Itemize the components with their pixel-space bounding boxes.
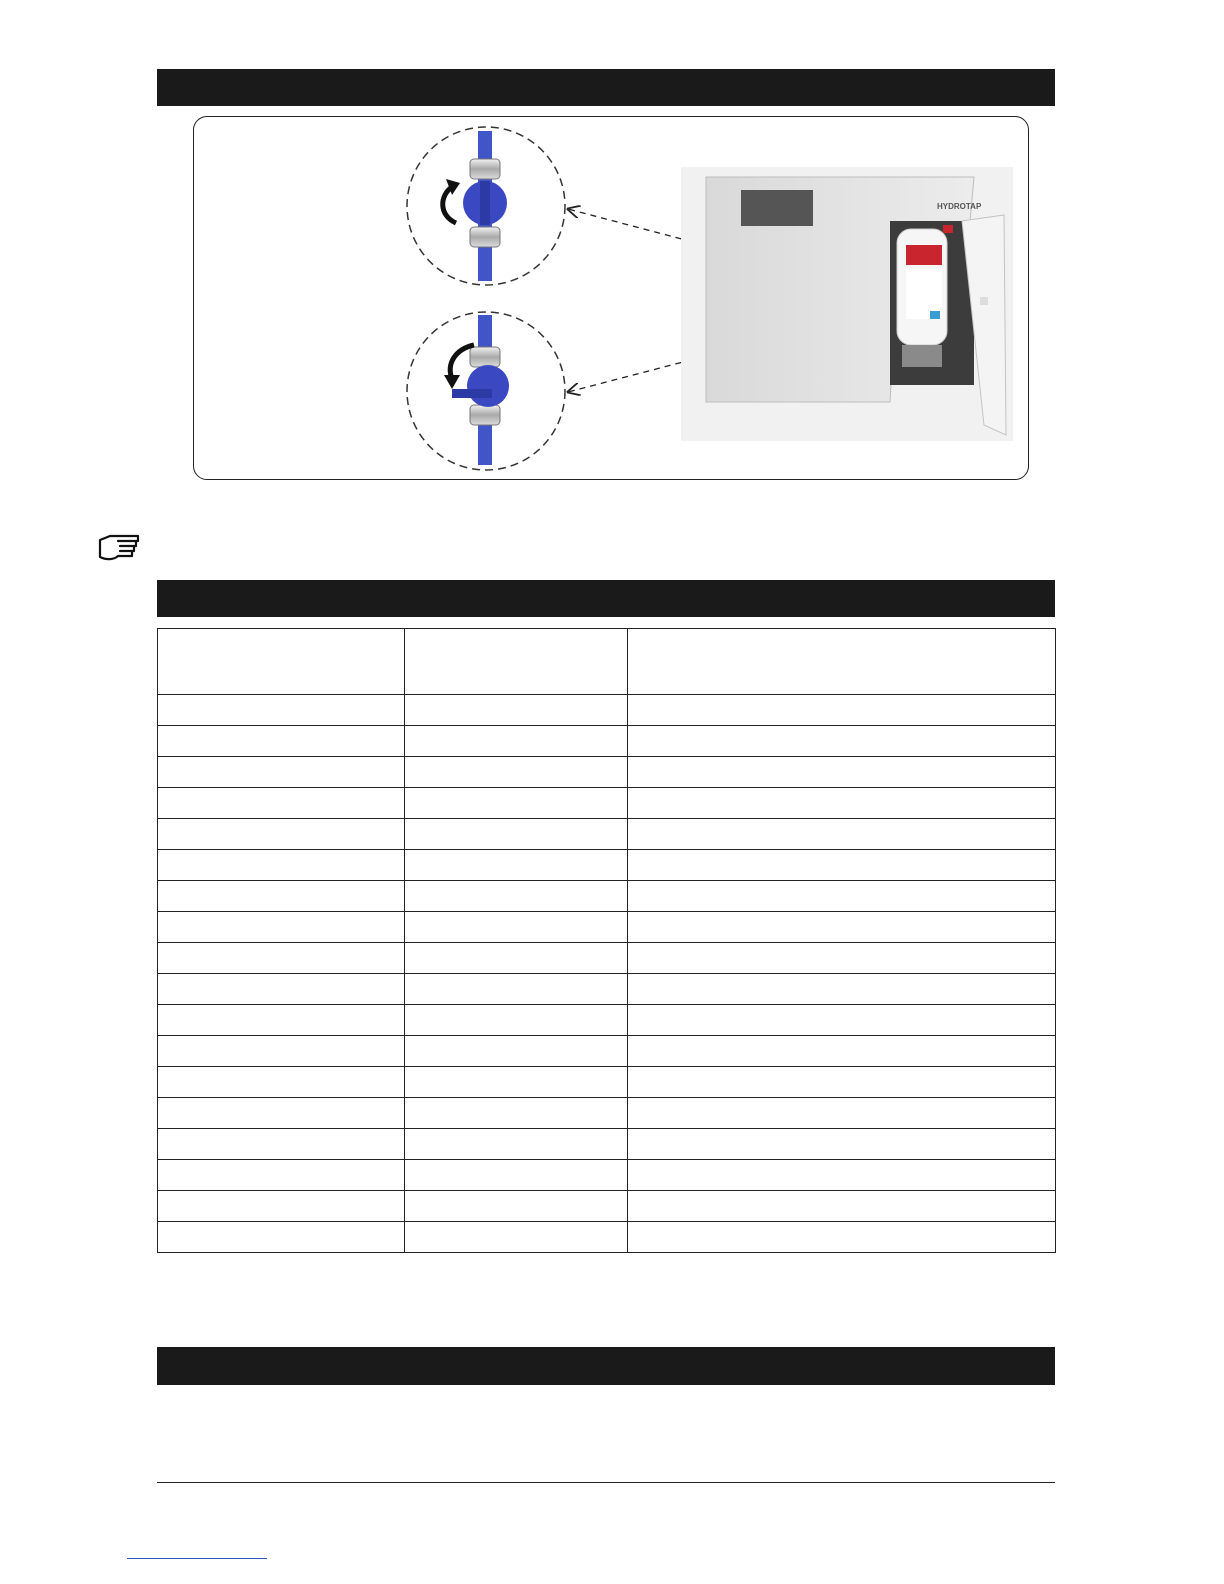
table-cell xyxy=(628,1129,1056,1160)
table-cell xyxy=(405,912,628,943)
table-cell xyxy=(405,1191,628,1222)
section-header-bar xyxy=(157,1347,1055,1385)
table-cell xyxy=(158,1129,405,1160)
table-header-row xyxy=(158,629,1056,695)
table-row xyxy=(158,974,1056,1005)
table-cell xyxy=(405,974,628,1005)
table-cell xyxy=(628,1036,1056,1067)
pointing-hand-icon xyxy=(96,530,144,566)
table-row xyxy=(158,726,1056,757)
table-cell xyxy=(628,1067,1056,1098)
table-cell xyxy=(158,1098,405,1129)
table-row xyxy=(158,1160,1056,1191)
spec-table xyxy=(157,628,1056,1253)
table-header-cell xyxy=(405,629,628,695)
table-cell xyxy=(405,757,628,788)
table-cell xyxy=(405,788,628,819)
table-row xyxy=(158,788,1056,819)
table-cell xyxy=(158,1191,405,1222)
table-cell xyxy=(628,695,1056,726)
table-row xyxy=(158,1191,1056,1222)
table-cell xyxy=(628,819,1056,850)
table-cell xyxy=(405,819,628,850)
table-cell xyxy=(405,1067,628,1098)
table-cell xyxy=(628,757,1056,788)
table-cell xyxy=(628,1005,1056,1036)
table-cell xyxy=(628,1160,1056,1191)
table-header-cell xyxy=(158,629,405,695)
table-cell xyxy=(405,726,628,757)
table-cell xyxy=(158,788,405,819)
product-brand-label: HYDROTAP xyxy=(937,202,982,211)
table-cell xyxy=(158,1036,405,1067)
table-cell xyxy=(405,1098,628,1129)
table-cell xyxy=(158,695,405,726)
table-cell xyxy=(405,1160,628,1191)
table-cell xyxy=(158,974,405,1005)
table-cell xyxy=(405,881,628,912)
table-cell xyxy=(158,912,405,943)
table-cell xyxy=(158,1005,405,1036)
table-cell xyxy=(158,1222,405,1253)
valve-figure-frame xyxy=(193,116,1029,480)
table-row xyxy=(158,1098,1056,1129)
table-cell xyxy=(628,974,1056,1005)
table-cell xyxy=(158,850,405,881)
table-row xyxy=(158,1005,1056,1036)
table-row xyxy=(158,695,1056,726)
table-cell xyxy=(405,1036,628,1067)
valve-open-detail xyxy=(407,127,565,285)
table-row xyxy=(158,757,1056,788)
table-cell xyxy=(628,1098,1056,1129)
table-row xyxy=(158,1222,1056,1253)
table-cell xyxy=(158,881,405,912)
section-header-bar xyxy=(157,580,1055,617)
table-row xyxy=(158,819,1056,850)
product-cabinet-image xyxy=(681,167,1013,441)
table-row xyxy=(158,943,1056,974)
table-row xyxy=(158,881,1056,912)
table-cell xyxy=(158,943,405,974)
table-cell xyxy=(405,943,628,974)
footer-rule xyxy=(157,1482,1055,1483)
table-cell xyxy=(405,695,628,726)
table-row xyxy=(158,850,1056,881)
valve-closed-detail xyxy=(407,312,565,470)
table-cell xyxy=(628,1191,1056,1222)
page-link-underline[interactable] xyxy=(127,1558,267,1559)
table-row xyxy=(158,912,1056,943)
table-row xyxy=(158,1067,1056,1098)
valve-diagram xyxy=(194,117,1030,481)
table-cell xyxy=(405,1129,628,1160)
table-cell xyxy=(405,1222,628,1253)
table-cell xyxy=(628,850,1056,881)
table-cell xyxy=(405,850,628,881)
table-cell xyxy=(628,726,1056,757)
table-row xyxy=(158,1129,1056,1160)
table-cell xyxy=(628,912,1056,943)
table-cell xyxy=(628,943,1056,974)
table-cell xyxy=(158,726,405,757)
table-cell xyxy=(158,1160,405,1191)
table-cell xyxy=(628,881,1056,912)
table-cell xyxy=(628,1222,1056,1253)
table-cell xyxy=(158,757,405,788)
table-row xyxy=(158,1036,1056,1067)
table-cell xyxy=(628,788,1056,819)
section-header-bar xyxy=(157,69,1055,106)
table-header-cell xyxy=(628,629,1056,695)
table-cell xyxy=(158,819,405,850)
table-cell xyxy=(405,1005,628,1036)
table-cell xyxy=(158,1067,405,1098)
